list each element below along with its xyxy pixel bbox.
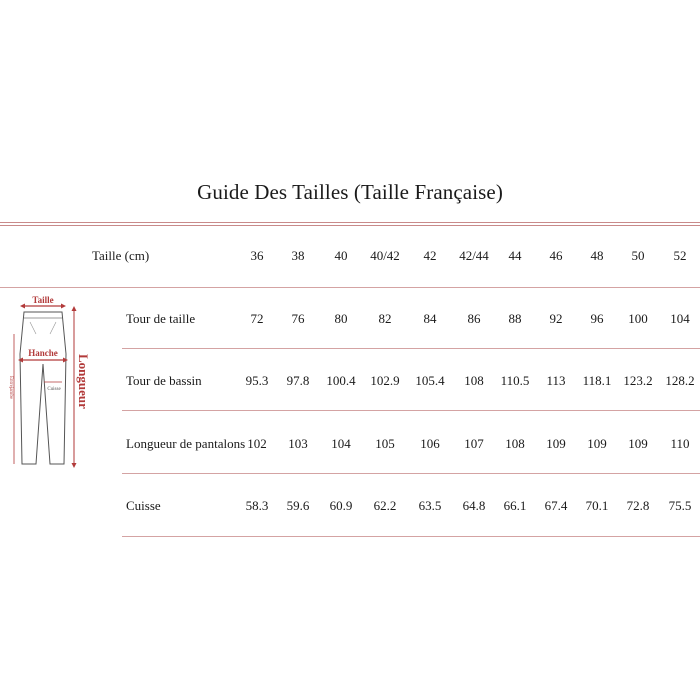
header-row-divider (0, 287, 700, 288)
table-cell: 86 (467, 311, 481, 326)
length-label: Longueur (76, 354, 91, 409)
table-cell: 60.9 (329, 498, 353, 513)
table-cell: 103 (288, 436, 308, 451)
table-cell: 123.2 (623, 373, 653, 388)
table-cell: 67.4 (544, 498, 568, 513)
row-label: Cuisse (126, 498, 161, 513)
size-header-4: 42 (423, 248, 437, 263)
size-header-6: 44 (508, 248, 522, 263)
table-cell: 100 (628, 311, 648, 326)
thigh-label: Cuisse (47, 387, 61, 392)
table-cell: 128.2 (665, 373, 695, 388)
table-cell: 109 (628, 436, 648, 451)
table-cell: 84 (423, 311, 437, 326)
pants-diagram (6, 294, 96, 474)
row-divider (122, 348, 700, 349)
table-cell: 97.8 (286, 373, 310, 388)
table-cell: 59.6 (286, 498, 310, 513)
size-header-5: 42/44 (459, 248, 489, 263)
row-divider (122, 410, 700, 411)
table-cell: 92 (549, 311, 563, 326)
table-cell: 72 (250, 311, 264, 326)
header-label: Taille (cm) (92, 248, 150, 263)
row-label: Tour de bassin (126, 373, 202, 388)
table-cell: 105 (375, 436, 395, 451)
table-cell: 118.1 (582, 373, 612, 388)
table-cell: 80 (334, 311, 348, 326)
size-header-10: 52 (673, 248, 687, 263)
table-cell: 75.5 (668, 498, 692, 513)
size-header-7: 46 (549, 248, 563, 263)
table-cell: 109 (587, 436, 607, 451)
size-header-2: 40 (334, 248, 348, 263)
table-cell: 113 (546, 373, 566, 388)
table-cell: 104 (670, 311, 690, 326)
row-divider (122, 473, 700, 474)
size-header-8: 48 (590, 248, 604, 263)
inseam-label: Entrejambe (8, 376, 13, 400)
row-label: Longueur de pantalons (126, 436, 246, 451)
table-cell: 64.8 (462, 498, 486, 513)
row-label: Tour de taille (126, 311, 196, 326)
table-cell: 106 (420, 436, 440, 451)
size-header-1: 38 (291, 248, 305, 263)
row-divider (122, 536, 700, 537)
table-cell: 110 (670, 436, 690, 451)
table-cell: 102.9 (370, 373, 400, 388)
table-cell: 95.3 (245, 373, 269, 388)
waist-label: Taille (32, 295, 54, 305)
table-cell: 72.8 (626, 498, 650, 513)
table-cell: 70.1 (585, 498, 609, 513)
table-cell: 58.3 (245, 498, 269, 513)
table-cell: 104 (331, 436, 351, 451)
table-cell: 105.4 (415, 373, 445, 388)
table-cell: 108 (505, 436, 525, 451)
table-cell: 76 (291, 311, 305, 326)
table-cell: 109 (546, 436, 566, 451)
size-header-9: 50 (631, 248, 645, 263)
size-header-0: 36 (250, 248, 264, 263)
table-cell: 102 (247, 436, 267, 451)
size-header-3: 40/42 (370, 248, 400, 263)
page-title: Guide Des Tailles (Taille Française) (197, 180, 503, 204)
table-cell: 63.5 (418, 498, 442, 513)
table-cell: 88 (508, 311, 522, 326)
title-rule (0, 222, 700, 226)
table-cell: 82 (378, 311, 392, 326)
table-cell: 96 (590, 311, 604, 326)
table-cell: 110.5 (500, 373, 530, 388)
table-cell: 108 (464, 373, 484, 388)
hip-label: Hanche (28, 348, 58, 358)
table-cell: 107 (464, 436, 484, 451)
table-cell: 66.1 (503, 498, 527, 513)
table-cell: 62.2 (373, 498, 397, 513)
table-cell: 100.4 (326, 373, 356, 388)
